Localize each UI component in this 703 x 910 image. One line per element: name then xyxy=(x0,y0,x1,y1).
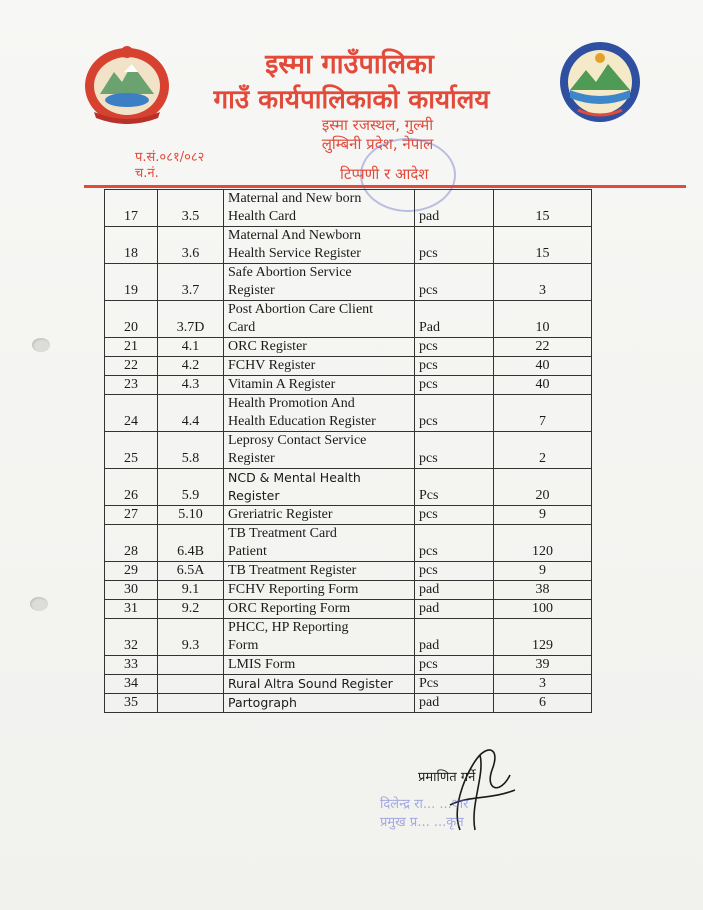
item-name-line: NCD & Mental Health xyxy=(228,470,361,485)
item-name-line: Form xyxy=(228,638,259,653)
item-name-cell xyxy=(224,600,415,619)
punch-hole xyxy=(32,338,50,352)
table-row xyxy=(105,432,592,469)
table-row xyxy=(105,506,592,525)
sn-cell: 26 xyxy=(105,469,158,506)
item-name-line: Leprosy Contact Service xyxy=(228,433,367,448)
code-cell: 9.1 xyxy=(158,581,224,600)
item-name-cell xyxy=(224,190,415,227)
table-row xyxy=(105,619,592,656)
sn-cell: 22 xyxy=(105,357,158,376)
table-row xyxy=(105,357,592,376)
table-row xyxy=(105,395,592,432)
code-cell xyxy=(158,694,224,713)
unit-cell: Pcs xyxy=(415,469,494,506)
unit-cell: pcs xyxy=(415,357,494,376)
sn-cell: 20 xyxy=(105,301,158,338)
code-cell: 6.5A xyxy=(158,562,224,581)
item-name-line: Post Abortion Care Client xyxy=(228,302,374,317)
unit-cell: pad xyxy=(415,581,494,600)
sn-cell: 27 xyxy=(105,506,158,525)
item-name-cell xyxy=(224,338,415,357)
code-cell: 9.2 xyxy=(158,600,224,619)
item-name-cell xyxy=(224,506,415,525)
item-name-line: Health Service Register xyxy=(228,246,361,261)
sn-cell: 21 xyxy=(105,338,158,357)
sn-cell: 25 xyxy=(105,432,158,469)
quantity-cell: 6 xyxy=(494,694,592,713)
table-row xyxy=(105,675,592,694)
item-name-line: Patient xyxy=(228,544,267,559)
quantity-cell: 38 xyxy=(494,581,592,600)
item-name-line: Safe Abortion Service xyxy=(228,265,352,280)
unit-cell: pcs xyxy=(415,264,494,301)
code-cell: 6.4B xyxy=(158,525,224,562)
unit-cell: pcs xyxy=(415,432,494,469)
table-row xyxy=(105,600,592,619)
item-name-cell xyxy=(224,301,415,338)
item-name-line: Health Promotion And xyxy=(228,396,355,411)
section-title: टिप्पणी र आदेश xyxy=(340,165,429,183)
table-row xyxy=(105,525,592,562)
quantity-cell: 7 xyxy=(494,395,592,432)
office-title: गाउँ कार्यपालिकाको कार्यालय xyxy=(213,85,490,115)
unit-cell: pad xyxy=(415,190,494,227)
item-name-line: Register xyxy=(228,488,280,503)
stamp-line1: दिलेन्द्र रा... ...धार xyxy=(380,797,469,812)
certify-label: प्रमाणित गर्ने xyxy=(418,770,476,785)
item-name-cell xyxy=(224,357,415,376)
sn-cell: 34 xyxy=(105,675,158,694)
unit-cell: pad xyxy=(415,694,494,713)
table-row xyxy=(105,227,592,264)
unit-cell: pad xyxy=(415,619,494,656)
item-name-cell xyxy=(224,227,415,264)
sn-cell: 29 xyxy=(105,562,158,581)
table-row xyxy=(105,190,592,227)
item-name-cell xyxy=(224,432,415,469)
item-name-line: Greriatric Register xyxy=(228,507,333,522)
item-name-line: Vitamin A Register xyxy=(228,377,336,392)
item-name-line: Health Card xyxy=(228,209,297,224)
item-name-line: Maternal and New born xyxy=(228,191,362,206)
quantity-cell: 3 xyxy=(494,675,592,694)
items-table-body xyxy=(105,190,592,713)
officer-stamp xyxy=(380,796,468,832)
sn-cell: 31 xyxy=(105,600,158,619)
table-row xyxy=(105,694,592,713)
municipality-title: इस्मा गाउँपालिका xyxy=(265,49,434,80)
quantity-cell: 9 xyxy=(494,562,592,581)
item-name-line: Rural Altra Sound Register xyxy=(228,676,393,691)
item-name-line: Health Education Register xyxy=(228,414,376,429)
code-cell xyxy=(158,656,224,675)
table-row xyxy=(105,338,592,357)
unit-cell: pcs xyxy=(415,338,494,357)
item-name-cell xyxy=(224,264,415,301)
quantity-cell: 22 xyxy=(494,338,592,357)
quantity-cell: 39 xyxy=(494,656,592,675)
sn-cell: 28 xyxy=(105,525,158,562)
item-name-line: PHCC, HP Reporting xyxy=(228,620,349,635)
sn-cell: 33 xyxy=(105,656,158,675)
item-name-line: TB Treatment Card xyxy=(228,526,337,541)
sn-cell: 32 xyxy=(105,619,158,656)
item-name-line: ORC Reporting Form xyxy=(228,601,351,616)
stamp-line2: प्रमुख प्र... ...कृत xyxy=(380,815,464,830)
code-cell: 3.7D xyxy=(158,301,224,338)
quantity-cell: 15 xyxy=(494,190,592,227)
item-name-cell xyxy=(224,675,415,694)
table-row xyxy=(105,656,592,675)
quantity-cell: 129 xyxy=(494,619,592,656)
punch-hole xyxy=(30,597,48,611)
ref-number: प.सं.०८१/०८२ xyxy=(135,150,205,165)
unit-cell: pcs xyxy=(415,562,494,581)
table-row xyxy=(105,376,592,395)
unit-cell: Pad xyxy=(415,301,494,338)
quantity-cell: 120 xyxy=(494,525,592,562)
quantity-cell: 10 xyxy=(494,301,592,338)
code-cell: 9.3 xyxy=(158,619,224,656)
item-name-cell xyxy=(224,376,415,395)
item-name-line: Register xyxy=(228,283,275,298)
unit-cell: pad xyxy=(415,600,494,619)
address-line1: इस्मा रजस्थल, गुल्मी xyxy=(321,116,434,134)
code-cell: 5.9 xyxy=(158,469,224,506)
table-row xyxy=(105,469,592,506)
code-cell: 4.3 xyxy=(158,376,224,395)
item-name-cell xyxy=(224,395,415,432)
table-row xyxy=(105,562,592,581)
code-cell: 3.5 xyxy=(158,190,224,227)
quantity-cell: 3 xyxy=(494,264,592,301)
code-cell: 4.4 xyxy=(158,395,224,432)
quantity-cell: 20 xyxy=(494,469,592,506)
sn-cell: 17 xyxy=(105,190,158,227)
item-name-line: Partograph xyxy=(228,695,297,710)
unit-cell: pcs xyxy=(415,395,494,432)
item-name-line: LMIS Form xyxy=(228,657,296,672)
table-row xyxy=(105,581,592,600)
code-cell: 4.2 xyxy=(158,357,224,376)
unit-cell: pcs xyxy=(415,506,494,525)
quantity-cell: 40 xyxy=(494,357,592,376)
item-name-line: FCHV Register xyxy=(228,358,316,373)
item-name-cell xyxy=(224,656,415,675)
item-name-cell xyxy=(224,525,415,562)
item-name-line: Maternal And Newborn xyxy=(228,228,361,243)
unit-cell: pcs xyxy=(415,525,494,562)
item-name-cell xyxy=(224,581,415,600)
sn-cell: 30 xyxy=(105,581,158,600)
quantity-cell: 100 xyxy=(494,600,592,619)
items-table xyxy=(104,189,592,713)
table-row xyxy=(105,301,592,338)
item-name-line: FCHV Reporting Form xyxy=(228,582,359,597)
sn-cell: 35 xyxy=(105,694,158,713)
item-name-line: TB Treatment Register xyxy=(228,563,357,578)
code-cell: 3.6 xyxy=(158,227,224,264)
quantity-cell: 15 xyxy=(494,227,592,264)
sn-cell: 24 xyxy=(105,395,158,432)
quantity-cell: 2 xyxy=(494,432,592,469)
sn-cell: 19 xyxy=(105,264,158,301)
sn-cell: 23 xyxy=(105,376,158,395)
unit-cell: Pcs xyxy=(415,675,494,694)
table-row xyxy=(105,264,592,301)
quantity-cell: 9 xyxy=(494,506,592,525)
item-name-cell xyxy=(224,562,415,581)
unit-cell: pcs xyxy=(415,376,494,395)
item-name-line: Register xyxy=(228,451,275,466)
item-name-cell xyxy=(224,469,415,506)
dispatch-number: च.नं. xyxy=(135,166,159,181)
item-name-cell xyxy=(224,619,415,656)
item-name-cell xyxy=(224,694,415,713)
code-cell: 5.8 xyxy=(158,432,224,469)
code-cell: 5.10 xyxy=(158,506,224,525)
unit-cell: pcs xyxy=(415,227,494,264)
quantity-cell: 40 xyxy=(494,376,592,395)
item-name-line: ORC Register xyxy=(228,339,307,354)
reference-block xyxy=(135,150,204,182)
sn-cell: 18 xyxy=(105,227,158,264)
item-name-line: Card xyxy=(228,320,256,335)
code-cell xyxy=(158,675,224,694)
address-line2: लुम्बिनी प्रदेश, नेपाल xyxy=(321,135,434,153)
code-cell: 3.7 xyxy=(158,264,224,301)
header-divider xyxy=(84,185,686,188)
unit-cell: pcs xyxy=(415,656,494,675)
code-cell: 4.1 xyxy=(158,338,224,357)
